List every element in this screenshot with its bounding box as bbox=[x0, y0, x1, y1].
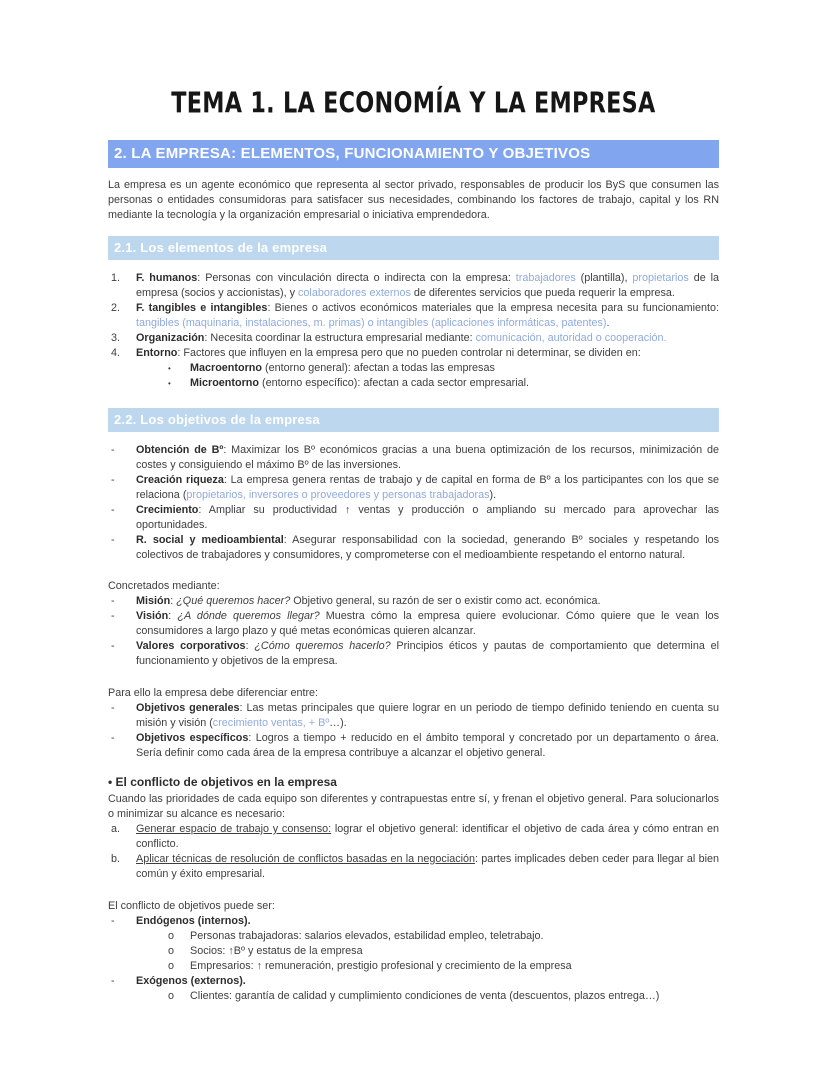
list-marker: - bbox=[111, 975, 115, 987]
list-marker: - bbox=[111, 640, 115, 652]
inline-heading: • El conflicto de objetivos en la empresa bbox=[108, 775, 337, 789]
text-run: F. humanos bbox=[136, 272, 198, 284]
list-item bbox=[108, 443, 719, 473]
list-item-text bbox=[136, 271, 719, 301]
text-run: propietarios, inversores o proveedores y personas trabajadoras bbox=[186, 489, 490, 501]
list-item-text bbox=[190, 361, 719, 376]
list-marker: 1. bbox=[111, 272, 121, 284]
list-item bbox=[108, 609, 719, 639]
list bbox=[108, 822, 719, 882]
list-item-text bbox=[136, 852, 719, 882]
text-run: : La empresa genera rentas de trabajo y de capital en forma de Bº a los participantes con los que se relaciona ( bbox=[136, 474, 719, 501]
list-marker: o bbox=[168, 930, 175, 942]
list-item-text bbox=[136, 609, 719, 639]
text-run: Obtención de Bº bbox=[136, 444, 224, 456]
list-marker: • bbox=[168, 364, 171, 373]
list-marker: 3. bbox=[111, 332, 121, 344]
text-run: Concretados mediante: bbox=[108, 580, 220, 592]
list-item bbox=[108, 639, 719, 669]
text-run: Creación riqueza bbox=[136, 474, 224, 486]
text-run: Valores corporativos bbox=[136, 640, 246, 652]
text-run: Misión bbox=[136, 595, 171, 607]
list-item-text bbox=[136, 301, 719, 331]
list bbox=[108, 594, 719, 669]
list-item bbox=[108, 701, 719, 731]
text-run: (entorno general): afectan a todas las empresas bbox=[261, 362, 495, 374]
text-run: Muestra cómo la empresa quiere evolucionar. Cómo quiere que le vean los consumidores a largo plazo y qué metas económicas quieren alcanzar. bbox=[136, 610, 720, 637]
text-run: Clientes: garantía de calidad y cumplimiento condiciones de venta (descuentos, plazos entrega…) bbox=[190, 990, 660, 1002]
text-run: Entorno bbox=[136, 347, 178, 359]
list-marker: - bbox=[111, 534, 115, 546]
text-run: Exógenos (externos). bbox=[136, 975, 246, 987]
list-item bbox=[108, 271, 719, 301]
list-item-text bbox=[136, 731, 719, 761]
text-run: : Logros a tiempo + reducido en el ámbito temporal y concretado por un departamento o área. Sería definir como cada área de la empresa contribuye a alcanzar el objetivo general. bbox=[136, 732, 720, 759]
text-run: : bbox=[245, 640, 255, 652]
list-item bbox=[165, 944, 719, 959]
list-marker: - bbox=[111, 915, 115, 927]
list bbox=[108, 443, 719, 563]
text-run: . bbox=[606, 317, 610, 329]
list-marker: - bbox=[111, 444, 115, 456]
text-run: Para ello la empresa debe diferenciar entre: bbox=[108, 687, 319, 699]
list bbox=[108, 701, 719, 761]
text-run: : Asegurar responsabilidad con la sociedad, generando Bº sociales y respetando los colectivos de trabajadores y consumidores, y comprometerse con el medioambiente respetando el entorno natural. bbox=[136, 534, 719, 561]
list-item-text bbox=[136, 331, 719, 346]
list-marker: - bbox=[111, 595, 115, 607]
text-run: (entorno específico): afectan a cada sector empresarial. bbox=[258, 377, 530, 389]
list-marker: - bbox=[111, 504, 115, 516]
text-run: …). bbox=[329, 717, 347, 729]
text-run: trabajadores bbox=[515, 272, 576, 284]
subsection-header: 2.2. Los objetivos de la empresa bbox=[108, 408, 719, 432]
doc-title bbox=[108, 88, 719, 118]
list-item-text bbox=[136, 346, 719, 361]
text-run: : Personas con vinculación directa o indirecta con la empresa: bbox=[197, 272, 516, 284]
list-item bbox=[108, 301, 719, 331]
doc-title-text: TEMA 1. LA ECONOMÍA Y LA EMPRESA bbox=[171, 86, 656, 120]
list-item-text bbox=[136, 533, 719, 563]
list-marker: b. bbox=[111, 853, 121, 865]
text-run: R. social y medioambiental bbox=[136, 534, 284, 546]
text-run: de diferentes servicios que pueda requerir la empresa. bbox=[410, 287, 675, 299]
list-item bbox=[165, 376, 719, 391]
list-marker: - bbox=[111, 610, 115, 622]
list-marker: • bbox=[168, 379, 171, 388]
list-item-text bbox=[190, 376, 719, 391]
paragraph bbox=[108, 178, 719, 223]
text-run: Empresarios: ↑ remuneración, prestigio profesional y crecimiento de la empresa bbox=[190, 960, 572, 972]
text-run: (plantilla), bbox=[575, 272, 633, 284]
paragraph bbox=[108, 579, 719, 594]
text-run: tangibles (maquinaria, instalaciones, m. primas) o intangibles (aplicaciones informáticas, patentes) bbox=[136, 317, 607, 329]
text-run: Organización bbox=[136, 332, 205, 344]
list-item bbox=[108, 822, 719, 852]
text-run: de la empresa (socios y accionistas), y bbox=[136, 272, 720, 299]
list-item-text bbox=[136, 443, 719, 473]
text-run: Cuando las prioridades de cada equipo son diferentes y contrapuestas entre sí, y frenan el objetivo general. Para solucionarlos o minimizar su alcance es necesario: bbox=[108, 793, 719, 820]
list-item-text bbox=[136, 639, 719, 669]
text-run: Generar espacio de trabajo y consenso: bbox=[136, 823, 332, 835]
text-run: Endógenos (internos). bbox=[136, 915, 251, 927]
text-run: : Maximizar los Bº económicos gracias a una buena optimización de los recursos, minimización de costes y consiguiendo el máximo Bº de las inversiones. bbox=[136, 444, 719, 471]
list-item-text bbox=[136, 914, 719, 929]
list-marker: 4. bbox=[111, 347, 121, 359]
list-item-text bbox=[190, 959, 719, 974]
text-run: : Factores que influyen en la empresa pero que no pueden controlar ni determinar, se dividen en: bbox=[177, 347, 641, 359]
list-item bbox=[108, 533, 719, 563]
list-marker: - bbox=[111, 702, 115, 714]
text-run: Visión bbox=[136, 610, 169, 622]
list-item-text bbox=[136, 974, 719, 989]
list-item bbox=[108, 473, 719, 503]
list-marker: 2. bbox=[111, 302, 121, 314]
text-run: lograr el objetivo general: identificar el objetivo de cada área y cómo entran en conflicto. bbox=[136, 823, 719, 850]
subsection-header: 2.1. Los elementos de la empresa bbox=[108, 236, 719, 260]
list-item-text bbox=[136, 473, 719, 503]
text-run: F. tangibles e intangibles bbox=[136, 302, 268, 314]
list-marker: - bbox=[111, 732, 115, 744]
text-run: : partes implicades deben ceder para llegar al bien común y éxito empresarial. bbox=[136, 853, 719, 880]
list-item-text bbox=[190, 989, 719, 1004]
list-marker: o bbox=[168, 960, 175, 972]
text-run: Objetivos específicos bbox=[136, 732, 249, 744]
text-run: crecimiento ventas, + Bº bbox=[212, 717, 330, 729]
text-run: propietarios bbox=[632, 272, 689, 284]
text-run: : Las metas principales que quiere lograr en un periodo de tiempo definido teniendo en cuenta su misión y visión ( bbox=[136, 702, 719, 729]
list-item-text bbox=[136, 503, 719, 533]
list-item-text bbox=[136, 822, 719, 852]
text-run: Personas trabajadoras: salarios elevados, estabilidad empleo, teletrabajo. bbox=[190, 930, 544, 942]
text-run: colaboradores externos bbox=[298, 287, 411, 299]
text-run: : Necesita coordinar la estructura empresarial mediante: bbox=[204, 332, 476, 344]
text-run: Socios: ↑Bº y estatus de la empresa bbox=[190, 945, 363, 957]
text-run: comunicación, autoridad o cooperación. bbox=[475, 332, 667, 344]
list-item-text bbox=[190, 929, 719, 944]
text-run: ¿Cómo queremos hacerlo? bbox=[254, 640, 391, 652]
text-run: : Bienes o activos económicos materiales que la empresa necesita para su funcionamiento: bbox=[267, 302, 719, 314]
list-marker: o bbox=[168, 990, 175, 1002]
list-item bbox=[108, 852, 719, 882]
text-run: : Ampliar su productividad ↑ ventas y producción o ampliando su mercado para aprovechar las oportunidades. bbox=[136, 504, 719, 531]
list-item bbox=[108, 331, 719, 346]
list-item bbox=[108, 974, 719, 989]
text-run: Macroentorno bbox=[190, 362, 262, 374]
list-item-text bbox=[136, 594, 719, 609]
text-run: Objetivo general, su razón de ser o existir como act. económica. bbox=[290, 595, 601, 607]
text-run: ¿Qué queremos hacer? bbox=[176, 595, 291, 607]
paragraph bbox=[108, 792, 719, 822]
text-run: Crecimiento bbox=[136, 504, 199, 516]
list-item bbox=[108, 594, 719, 609]
list-item bbox=[165, 989, 719, 1004]
text-run: : bbox=[170, 595, 177, 607]
list-item bbox=[165, 361, 719, 376]
list bbox=[108, 271, 719, 391]
text-run: ). bbox=[489, 489, 497, 501]
list-item bbox=[108, 346, 719, 361]
text-run: La empresa es un agente económico que representa al sector privado, responsables de producir los ByS que consumen las personas o entidades consumidoras para satisfacer sus necesidades, combinando los factores de trabajo, capital y los RN mediante la tecnología y la organización empresarial o iniciativa emprendedora. bbox=[108, 179, 719, 221]
list-marker: - bbox=[111, 474, 115, 486]
list-item bbox=[108, 731, 719, 761]
list-marker: o bbox=[168, 945, 175, 957]
paragraph bbox=[108, 686, 719, 701]
text-run: ¿A dónde queremos llegar? bbox=[177, 610, 320, 622]
list-item-text bbox=[190, 944, 719, 959]
list-item bbox=[108, 914, 719, 929]
text-run: Principios éticos y pautas de comportamiento que determina el funcionamiento y objetivos de la empresa. bbox=[136, 640, 719, 667]
list-item-text bbox=[136, 701, 719, 731]
paragraph bbox=[108, 899, 719, 914]
list-item bbox=[165, 929, 719, 944]
list-item bbox=[108, 503, 719, 533]
text-run: Objetivos generales bbox=[136, 702, 240, 714]
text-run: Microentorno bbox=[190, 377, 259, 389]
text-run: El conflicto de objetivos puede ser: bbox=[108, 900, 275, 912]
list-item bbox=[165, 959, 719, 974]
text-run: Aplicar técnicas de resolución de conflictos basadas en la negociación bbox=[136, 853, 476, 865]
list-marker: a. bbox=[111, 823, 121, 835]
text-run: : bbox=[168, 610, 178, 622]
section-header: 2. LA EMPRESA: ELEMENTOS, FUNCIONAMIENTO Y OBJETIVOS bbox=[108, 140, 719, 168]
list bbox=[108, 914, 719, 1004]
